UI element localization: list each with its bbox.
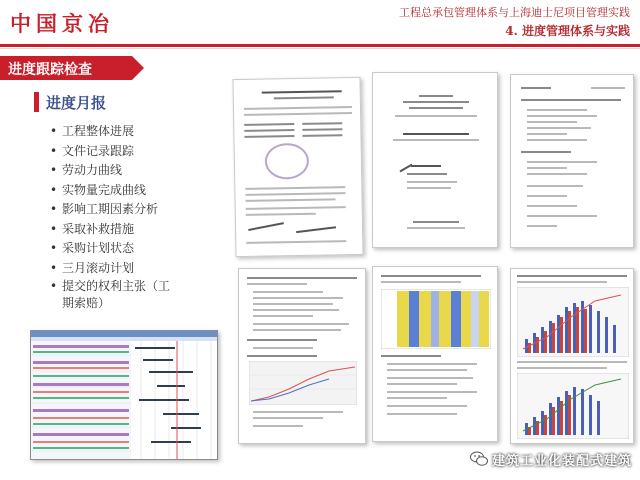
document-thumbnail-progress-report	[238, 268, 366, 444]
document-thumbnail-charts	[510, 268, 634, 444]
document-thumbnail-schedule-table	[372, 266, 498, 442]
header-title: 工程总承包管理体系与上海迪士尼项目管理实践	[399, 6, 630, 19]
colored-grid-graphic	[381, 289, 491, 349]
list-item: • 实物量完成曲线	[50, 181, 225, 201]
gantt-graphic	[31, 331, 218, 460]
list-item: • 影响工期因素分析	[50, 200, 225, 220]
list-item: • 提交的权利主张（工期索赔）	[50, 278, 180, 312]
list-item: • 文件记录跟踪	[50, 142, 225, 162]
bar-chart-graphic	[517, 287, 629, 357]
document-thumbnail-cover	[372, 72, 498, 248]
bullet-list	[50, 122, 225, 312]
gantt-schedule-thumbnail	[30, 330, 218, 460]
wechat-icon	[470, 451, 488, 467]
header	[0, 0, 640, 44]
footer-text: 建筑工业化装配式建筑	[491, 453, 632, 469]
document-thumbnail-memo	[510, 74, 634, 248]
section-banner	[0, 56, 132, 80]
header-divider	[0, 44, 640, 47]
document-thumbnail-letter	[232, 77, 363, 257]
list-item: • 采购计划状态	[50, 239, 225, 259]
curve-graphic	[249, 361, 357, 405]
footer-watermark	[470, 448, 632, 470]
list-item: • 三月滚动计划	[50, 259, 225, 279]
company-logo: 中国京冶	[10, 12, 114, 36]
header-subtitle: 4. 进度管理体系与实践	[505, 24, 630, 38]
subheading: 进度月报	[46, 94, 107, 112]
stamp-icon	[265, 143, 310, 180]
list-item: • 采取补救措施	[50, 220, 225, 240]
section-banner-label: 进度跟踪检查	[8, 62, 92, 78]
list-item: • 劳动力曲线	[50, 161, 225, 181]
header-divider-thin	[0, 48, 640, 49]
list-item: • 工程整体进展	[50, 122, 225, 142]
bar-chart-graphic-2	[517, 373, 629, 439]
subheading-marker	[34, 92, 39, 112]
